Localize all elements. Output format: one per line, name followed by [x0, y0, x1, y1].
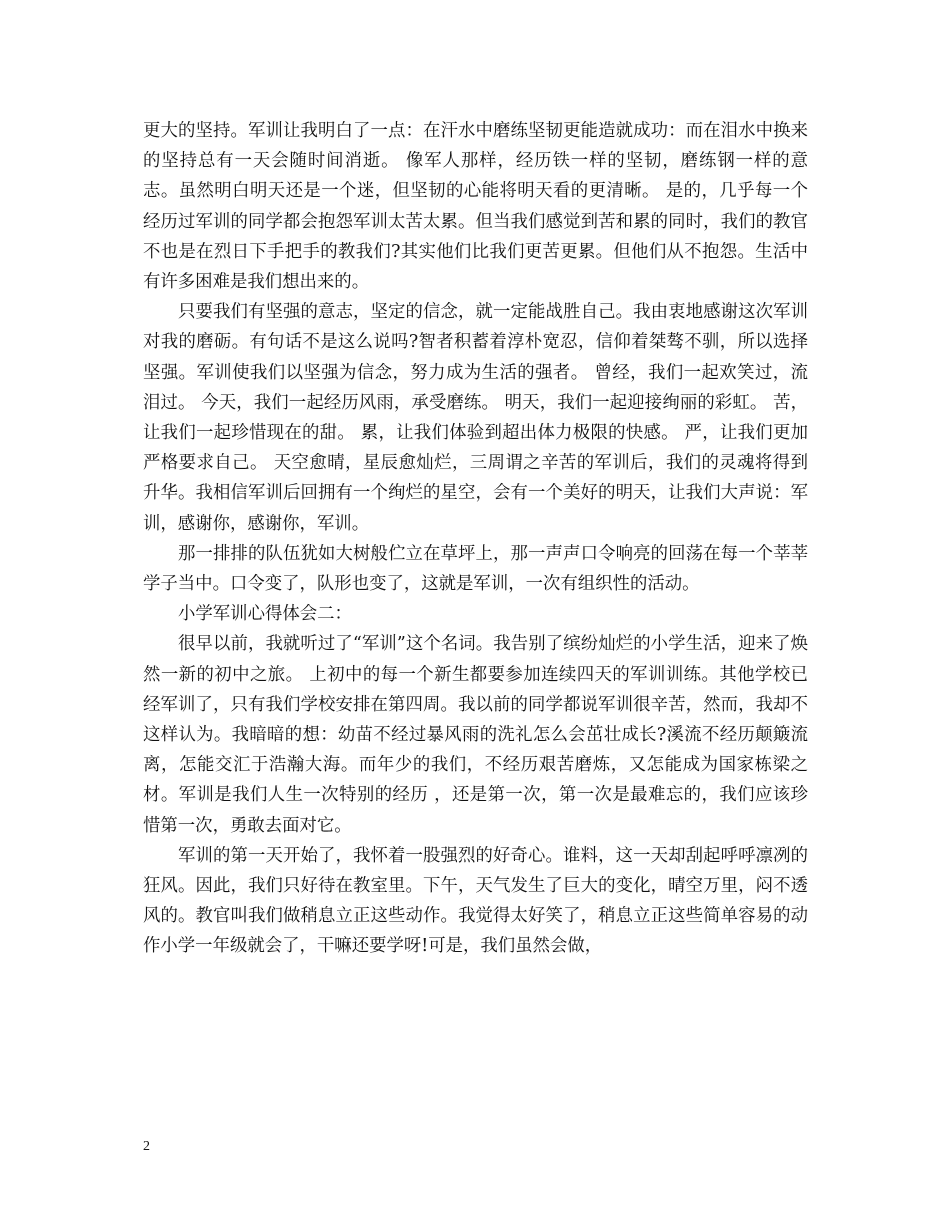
- paragraph-1: 更大的坚持。军训让我明白了一点：在汗水中磨练坚韧更能造就成功：而在泪水中换来的坚持总有一天会随时间消逝。 像军人那样，经历铁一样的坚韧，磨练钢一样的意志。虽然明白明天还是一个迷，但坚韧的心能将明天看的更清晰。 是的，几乎每一个经历过军训的同学都会抱怨军训太苦太累。但当我们感觉到苦和累的同时，我们的教官不也是在烈日下手把手的教我们?其实他们比我们更苦更累。但他们从不抱怨。生活中有许多困难是我们想出来的。: [143, 121, 808, 293]
- paragraph-4: 很早以前，我就听过了“军训”这个名词。我告别了缤纷灿烂的小学生活，迎来了焕然一新的初中之旅。 上初中的每一个新生都要参加连续四天的军训训练。其他学校已经军训了，只有我们学校安排在第四周。我以前的同学都说军训很辛苦，然而，我却不这样认为。我暗暗的想：幼苗不经过暴风雨的洗礼怎么会茁壮成长?溪流不经历颠簸流离，怎能交汇于浩瀚大海。而年少的我们，不经历艰苦磨炼，又怎能成为国家栋梁之材。军训是我们人生一次特别的经历 ，还是第一次，第一次是最难忘的，我们应该珍惜第一次，勇敢去面对它。: [143, 634, 808, 836]
- page-number: 2: [143, 1139, 150, 1154]
- paragraph-5: 军训的第一天开始了，我怀着一股强烈的好奇心。谁料，这一天却刮起呼呼凛冽的狂风。因此，我们只好待在教室里。下午，天气发生了巨大的变化，晴空万里，闷不透风的。教官叫我们做稍息立正这些动作。我觉得太好笑了，稍息立正这些简单容易的动作小学一年级就会了，干嘛还要学呀!可是，我们虽然会做，: [143, 845, 808, 957]
- section-heading: 小学军训心得体会二：: [178, 604, 352, 625]
- paragraph-2: 只要我们有坚强的意志，坚定的信念，就一定能战胜自己。我由衷地感谢这次军训对我的磨砺。有句话不是这么说吗?智者积蓄着淳朴宽忍，信仰着桀骜不驯，所以选择坚强。军训使我们以坚强为信念，努力成为生活的强者。 曾经，我们一起欢笑过，流泪过。 今天，我们一起经历风雨，承受磨练。 明天，我们一起迎接绚丽的彩虹。 苦，让我们一起珍惜现在的甜。 累，让我们体验到超出体力极限的快感。 严，让我们更加严格要求自己。 天空愈晴，星辰愈灿烂，三周谓之辛苦的军训后，我们的灵魂将得到升华。我相信军训后回拥有一个绚烂的星空，会有一个美好的明天，让我们大声说：军训，感谢你，感谢你，军训。: [143, 302, 808, 534]
- paragraph-3: 那一排排的队伍犹如大树般伫立在草坪上，那一声声口令响亮的回荡在每一个莘莘学子当中。口令变了，队形也变了，这就是军训，一次有组织性的活动。: [143, 543, 808, 595]
- document-body: [143, 116, 808, 962]
